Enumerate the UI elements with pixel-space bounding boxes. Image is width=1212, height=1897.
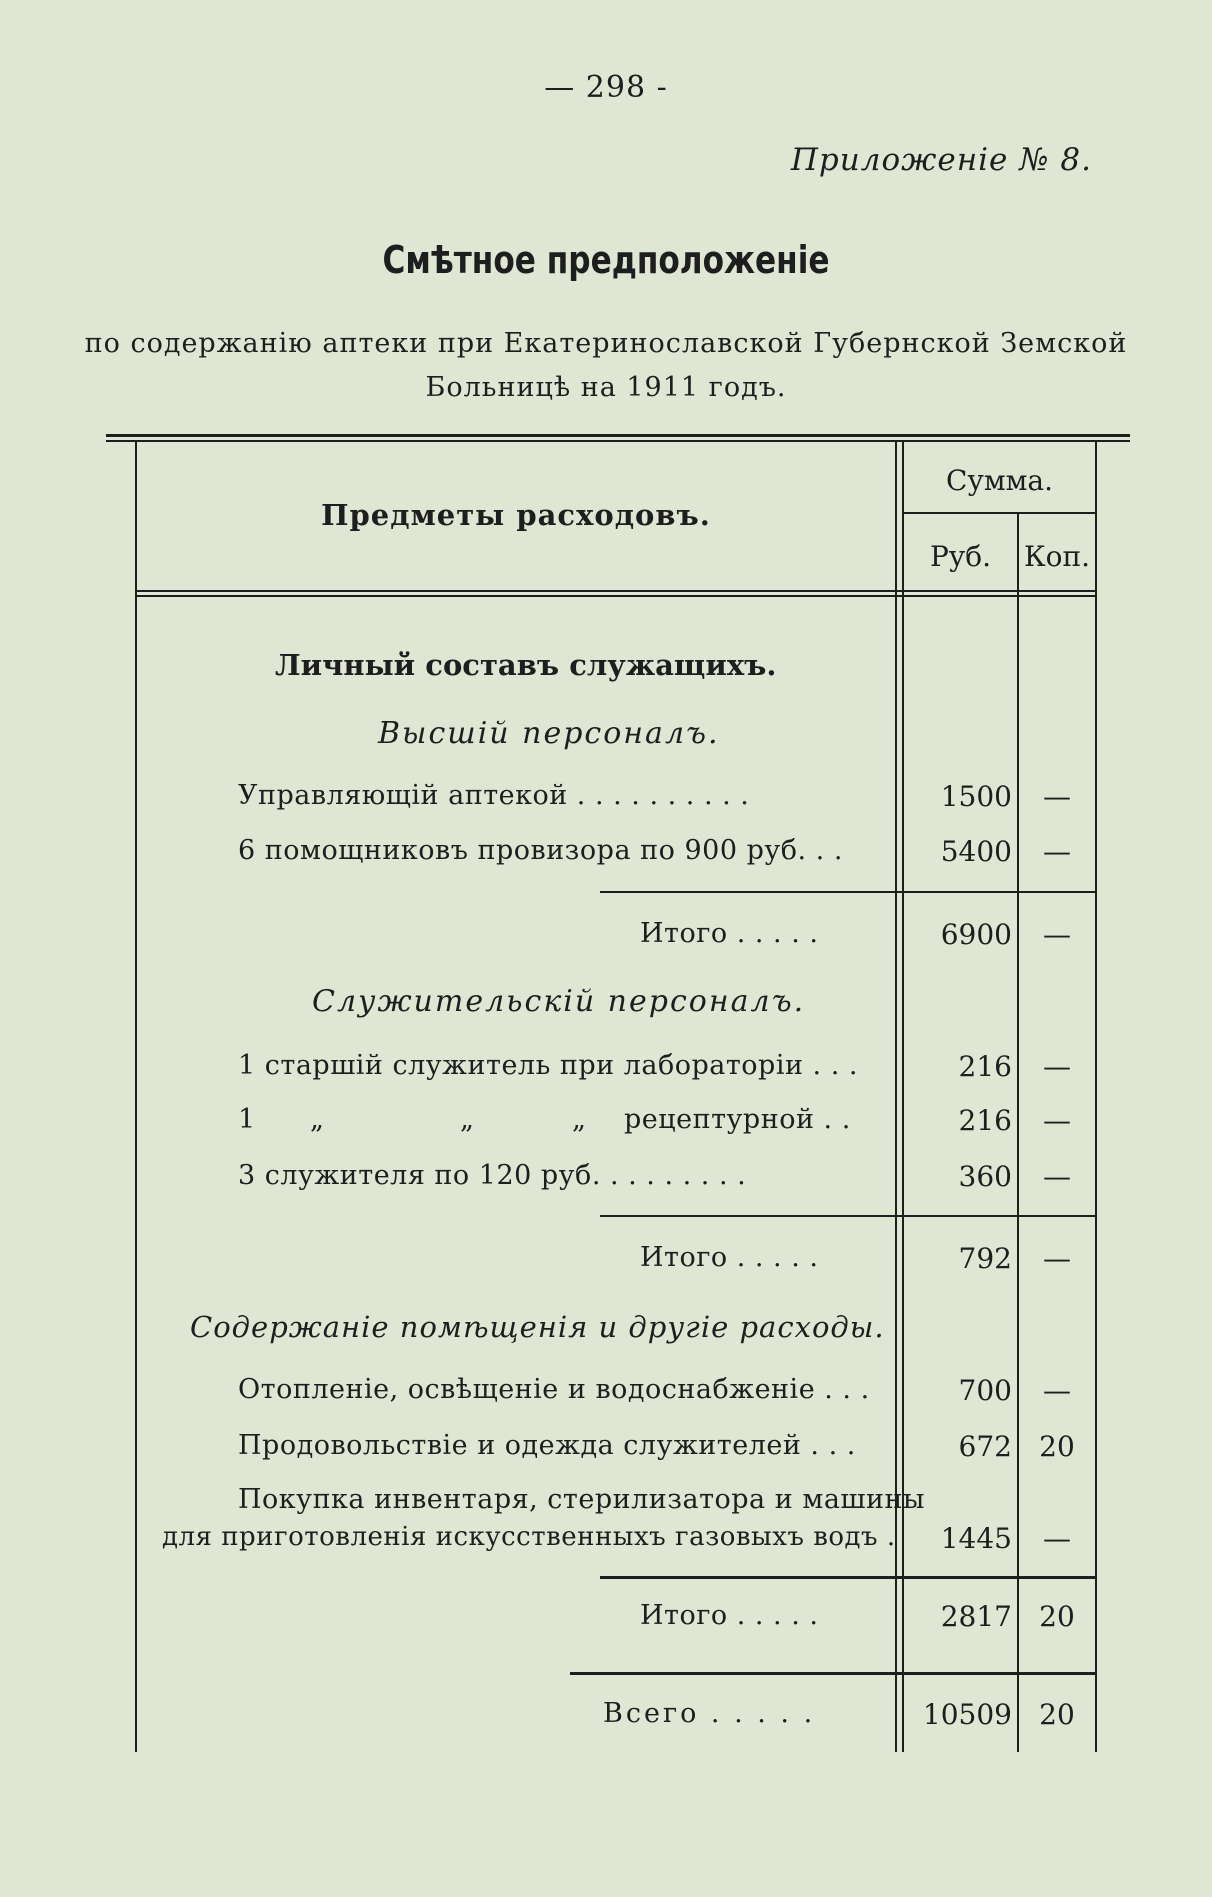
page-number: — 298 -: [544, 70, 668, 105]
subtitle-line-1: по содержанію аптеки при Екатеринославской Губернской Земской: [84, 328, 1128, 359]
row-pharmacy-manager: Управляющій аптекой . . . . . . . . . .: [238, 780, 750, 811]
ditto-mark: „: [460, 1104, 475, 1135]
subtotal-2-kop: —: [1043, 1242, 1071, 1275]
row-senior-attendant-rub: 216: [958, 1050, 1012, 1083]
subtotal-1-label: Итого . . . . .: [640, 918, 819, 949]
row-senior-attendant: 1 старшій служитель при лабораторіи . . .: [238, 1050, 858, 1081]
row-food-clothing-rub: 672: [958, 1430, 1012, 1463]
row-attendants: 3 служителя по 120 руб. . . . . . . . .: [238, 1160, 747, 1191]
row-food-clothing-kop: 20: [1039, 1430, 1075, 1463]
row-prescription-attendant-kop: —: [1043, 1104, 1071, 1137]
header-bottom-rule-double: [137, 595, 1095, 597]
header-rub: Руб.: [929, 540, 992, 573]
row-heating-lighting-water-rub: 700: [958, 1374, 1012, 1407]
subtitle-line-2: Больницѣ на 1911 годъ.: [425, 372, 787, 403]
subsection-upkeep: Содержаніе помѣщенія и другіе расходы.: [190, 1310, 885, 1344]
subtotal-2-rub: 792: [958, 1242, 1012, 1275]
subsection-higher-staff: Высшій персоналъ.: [378, 716, 720, 751]
sum-header-rule: [902, 512, 1097, 514]
ditto-mark: „: [572, 1104, 587, 1135]
row-equipment-line-2: для приготовленія искусственныхъ газовыхъ водъ .: [162, 1522, 896, 1552]
row-assistant-pharmacists-kop: —: [1043, 835, 1071, 868]
grand-total-kop: 20: [1039, 1698, 1075, 1731]
top-rule: [106, 434, 1130, 437]
right-border: [1095, 442, 1097, 1752]
row-attendants-kop: —: [1043, 1160, 1071, 1193]
subtotal-1-rule: [600, 891, 1095, 893]
header-bottom-rule: [137, 590, 1095, 592]
row-heating-lighting-water-kop: —: [1043, 1374, 1071, 1407]
row-attendants-rub: 360: [958, 1160, 1012, 1193]
top-rule-inner: [106, 440, 1130, 442]
row-senior-attendant-kop: —: [1043, 1050, 1071, 1083]
subsection-service-staff: Служительскій персоналъ.: [312, 984, 806, 1019]
subtotal-1-rub: 6900: [940, 918, 1012, 951]
row-assistant-pharmacists: 6 помощниковъ провизора по 900 руб. . .: [238, 835, 843, 866]
header-sum: Сумма.: [945, 464, 1054, 497]
subtotal-2-label: Итого . . . . .: [640, 1242, 819, 1273]
appendix-label: Приложеніе № 8.: [790, 142, 1092, 178]
subtotal-1-kop: —: [1043, 918, 1071, 951]
header-items: Предметы расходовъ.: [321, 498, 711, 532]
subtotal-3-label: Итого . . . . .: [640, 1600, 819, 1631]
row-equipment-rub: 1445: [940, 1522, 1012, 1555]
row-food-clothing: Продовольствіе и одежда служителей . . .: [238, 1430, 856, 1461]
document-title: Смѣтное предположеніе: [382, 238, 830, 282]
row-pharmacy-manager-kop: —: [1043, 780, 1071, 813]
row-prescription-attendant-count: 1: [238, 1104, 256, 1135]
subtotal-3-rule: [600, 1576, 1095, 1579]
subtotal-2-rule: [600, 1215, 1095, 1217]
grand-total-rub: 10509: [922, 1698, 1012, 1731]
section-personnel: Личный составъ служащихъ.: [275, 648, 777, 682]
row-heating-lighting-water: Отопленіе, освѣщеніе и водоснабженіе . . .: [238, 1374, 870, 1405]
row-equipment-line-1: Покупка инвентаря, стерилизатора и машины: [238, 1484, 925, 1515]
subtotal-3-kop: 20: [1039, 1600, 1075, 1633]
row-prescription-attendant-rub: 216: [958, 1104, 1012, 1137]
row-equipment-kop: —: [1043, 1522, 1071, 1555]
ditto-mark: „: [310, 1104, 325, 1135]
left-border: [135, 442, 137, 1752]
divider-items-rub-double: [902, 442, 904, 1752]
row-assistant-pharmacists-rub: 5400: [940, 835, 1012, 868]
row-prescription-attendant: рецептурной . .: [624, 1104, 851, 1135]
subtotal-3-rub: 2817: [940, 1600, 1012, 1633]
grand-total-label: Всего . . . . .: [603, 1698, 816, 1729]
header-kop: Коп.: [1023, 540, 1091, 573]
row-pharmacy-manager-rub: 1500: [940, 780, 1012, 813]
divider-items-rub: [895, 442, 897, 1752]
grand-total-rule: [570, 1672, 1095, 1675]
